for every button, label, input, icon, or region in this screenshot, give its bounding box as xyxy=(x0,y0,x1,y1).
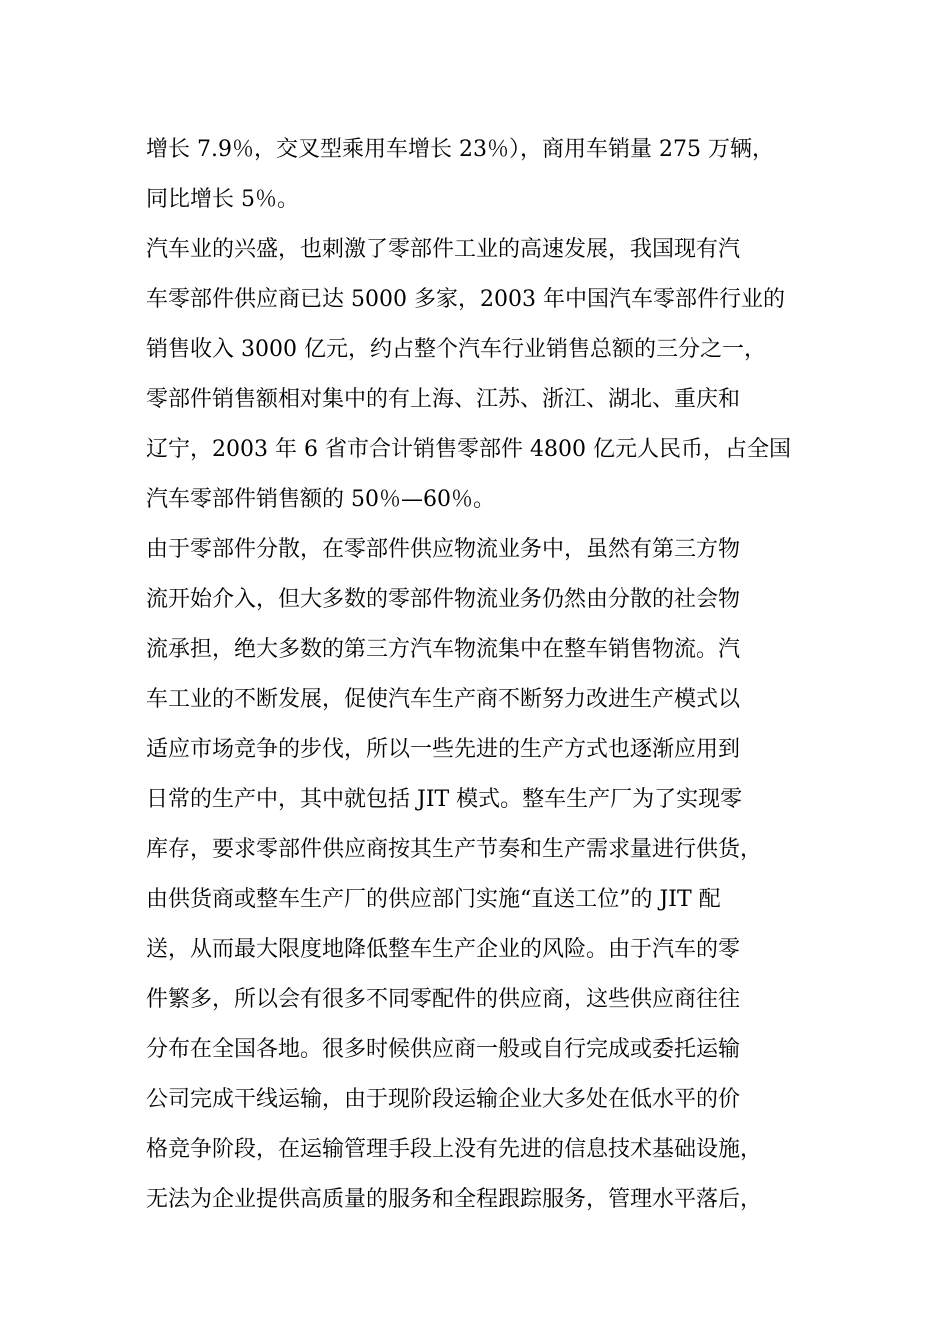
text-line: 流承担，绝大多数的第三方汽车物流集中在整车销售物流。汽 xyxy=(146,637,741,662)
text-line: 库存，要求零部件供应商按其生产节奏和生产需求量进行供货， xyxy=(146,837,763,862)
text-line: 日常的生产中，其中就包括 JIT 模式。整车生产厂为了实现零 xyxy=(146,787,743,812)
text-line: 无法为企业提供高质量的服务和全程跟踪服务，管理水平落后， xyxy=(146,1187,763,1212)
text-line: 送，从而最大限度地降低整车生产企业的风险。由于汽车的零 xyxy=(146,937,741,962)
text-line: 公司完成干线运输，由于现阶段运输企业大多处在低水平的价 xyxy=(146,1087,741,1112)
text-line: 件繁多，所以会有很多不同零配件的供应商，这些供应商往往 xyxy=(146,987,741,1012)
text-line: 流开始介入，但大多数的零部件物流业务仍然由分散的社会物 xyxy=(146,587,741,612)
text-line: 汽车零部件销售额的 50％—60％。 xyxy=(146,487,495,512)
body-text xyxy=(146,125,826,1225)
text-line: 销售收入 3000 亿元，约占整个汽车行业销售总额的三分之一， xyxy=(146,337,766,362)
text-line: 汽车业的兴盛，也刺激了零部件工业的高速发展，我国现有汽 xyxy=(146,237,741,262)
text-line: 零部件销售额相对集中的有上海、江苏、浙江、湖北、重庆和 xyxy=(146,387,741,412)
text-line: 增长 7.9％，交叉型乘用车增长 23％），商用车销量 275 万辆， xyxy=(146,137,774,162)
text-line: 分布在全国各地。很多时候供应商一般或自行完成或委托运输 xyxy=(146,1037,741,1062)
text-line: 辽宁，2003 年 6 省市合计销售零部件 4800 亿元人民币，占全国 xyxy=(146,437,791,462)
text-line: 同比增长 5％。 xyxy=(146,187,299,212)
text-line: 车零部件供应商已达 5000 多家，2003 年中国汽车零部件行业的 xyxy=(146,287,785,312)
text-line: 适应市场竞争的步伐，所以一些先进的生产方式也逐渐应用到 xyxy=(146,737,741,762)
text-line: 由于零部件分散，在零部件供应物流业务中，虽然有第三方物 xyxy=(146,537,741,562)
text-line: 格竞争阶段，在运输管理手段上没有先进的信息技术基础设施， xyxy=(146,1137,763,1162)
text-line: 由供货商或整车生产厂的供应部门实施“直送工位”的 JIT 配 xyxy=(146,887,721,912)
text-line: 车工业的不断发展，促使汽车生产商不断努力改进生产模式以 xyxy=(146,687,741,712)
